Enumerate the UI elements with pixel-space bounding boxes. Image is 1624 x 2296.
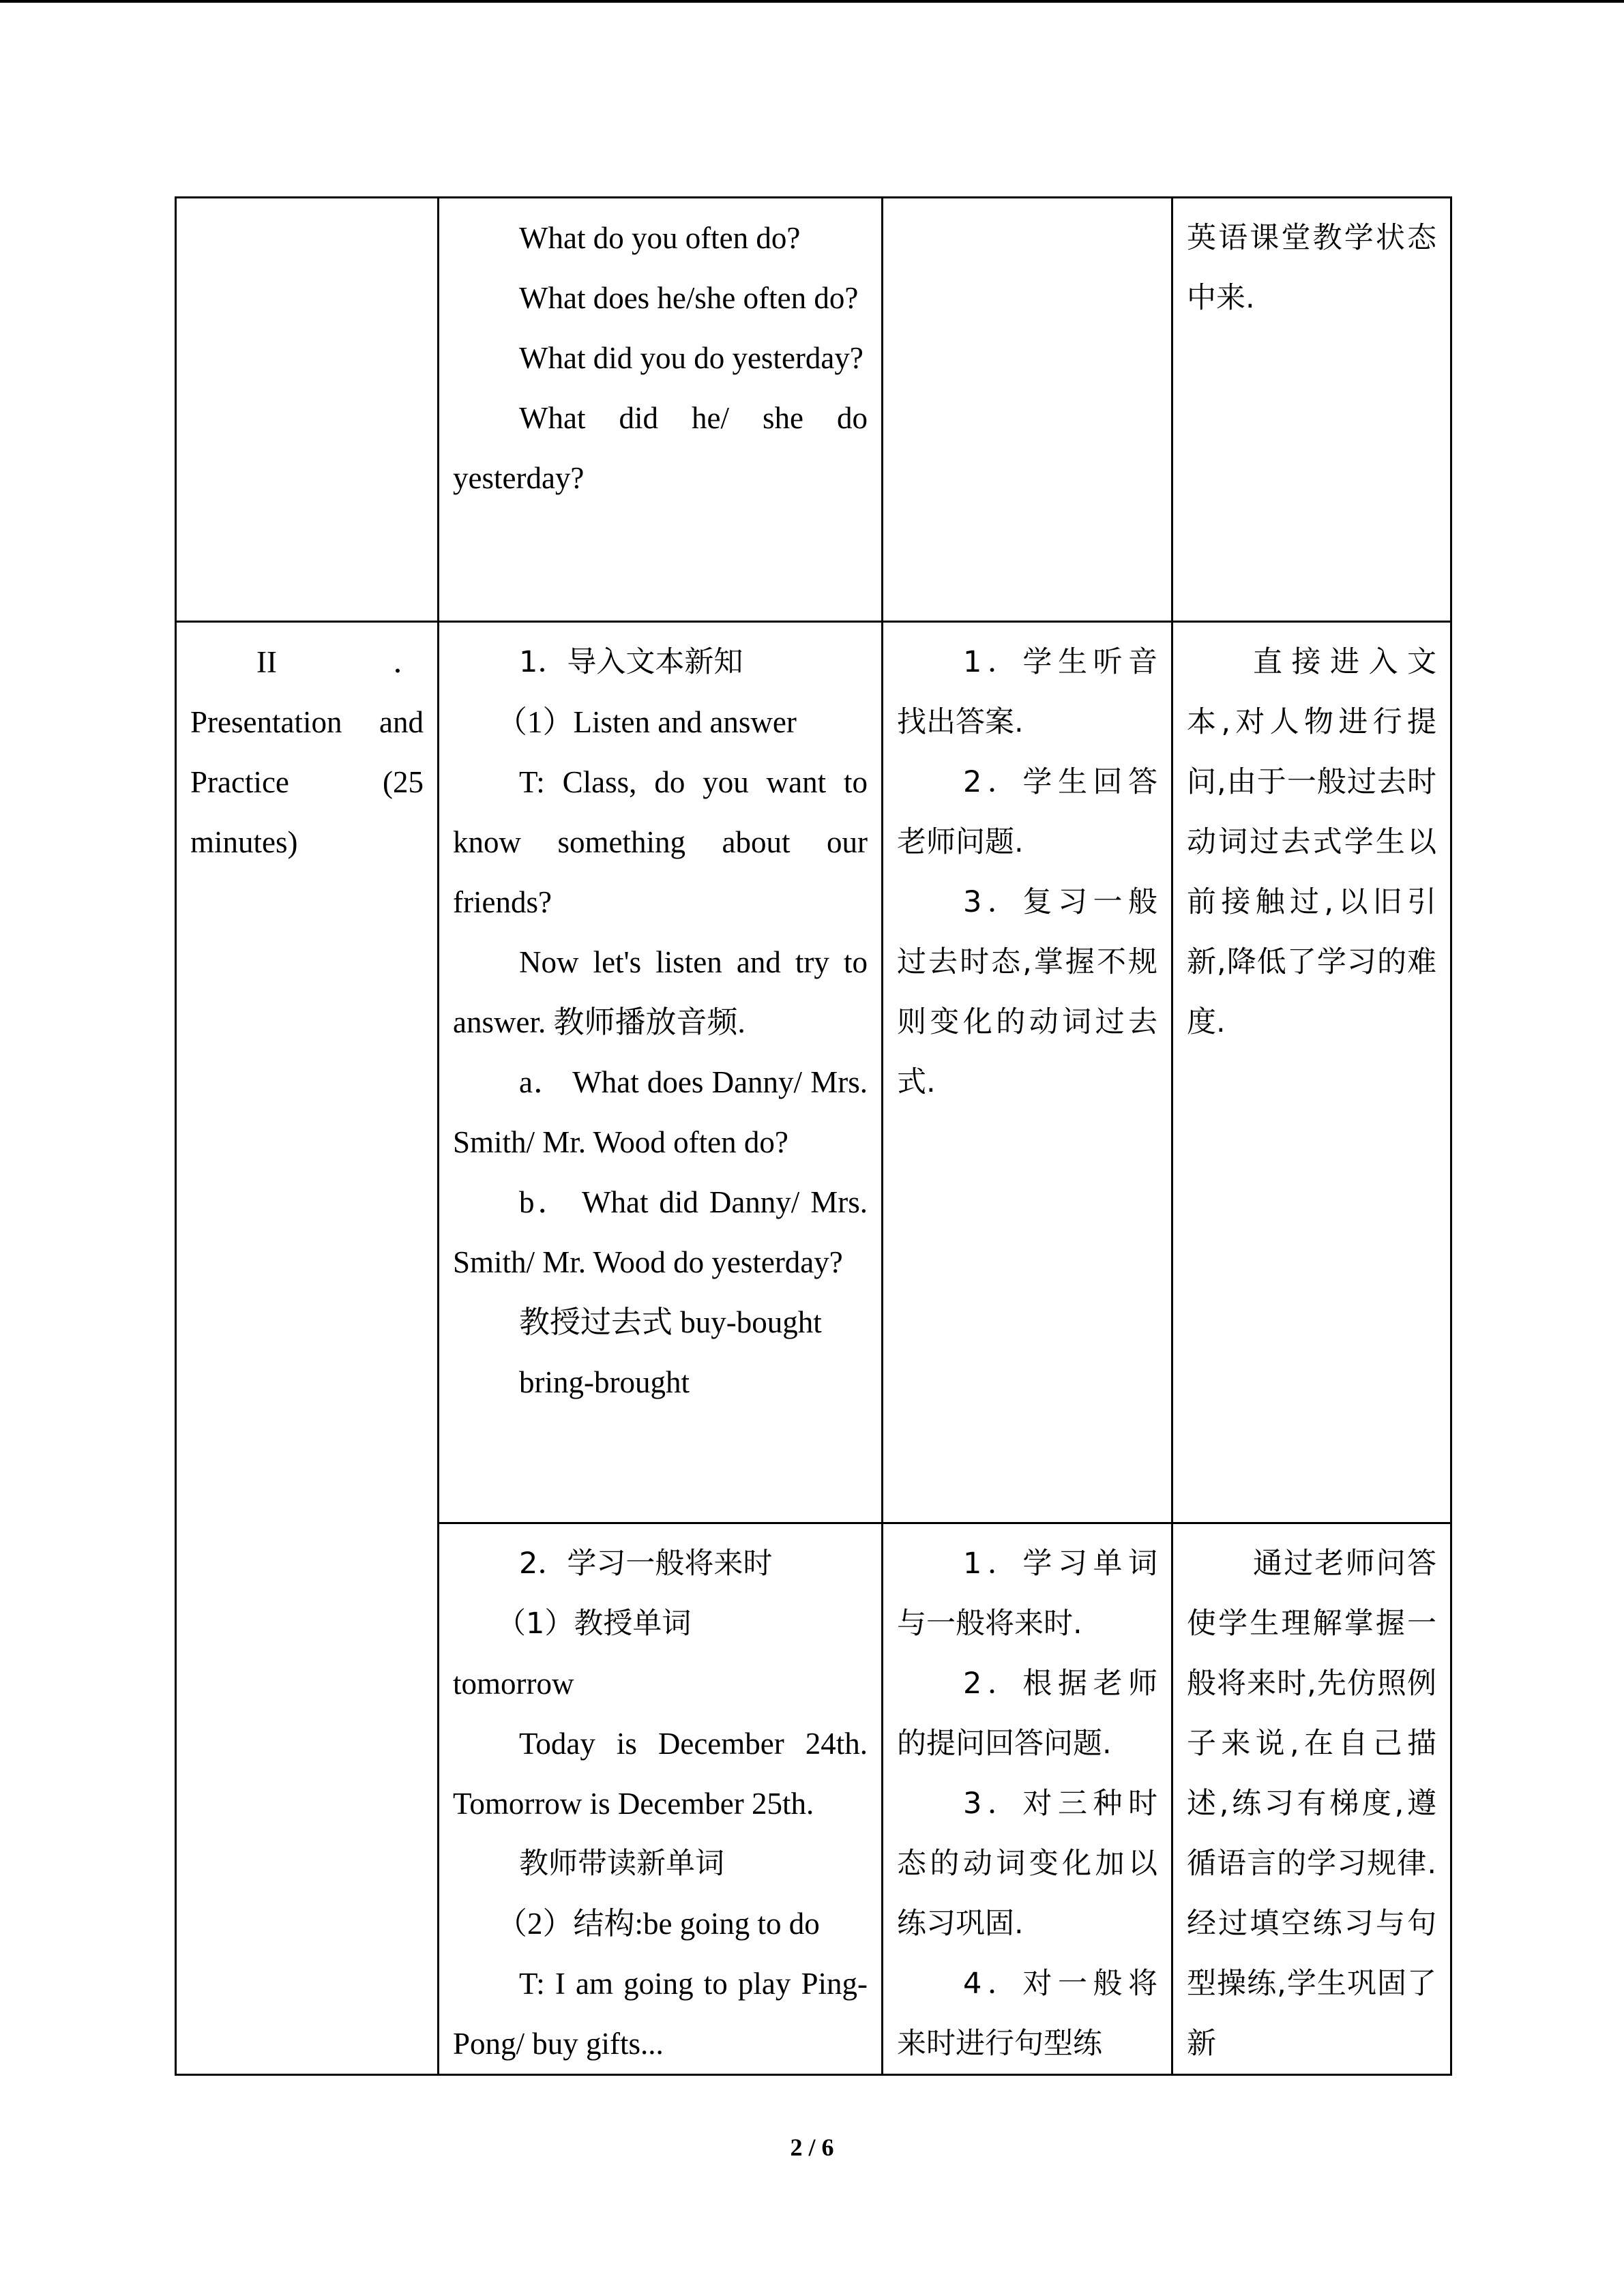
activity-line: 2．学习一般将来时	[519, 1547, 773, 1581]
table-row	[176, 198, 1451, 622]
teacher-activity-cell	[439, 1523, 883, 2075]
activity-line: 1．导入文本新知	[519, 645, 743, 679]
purpose-cell	[1172, 622, 1451, 1523]
activity-line: tomorrow	[453, 1667, 574, 1701]
activity-line: What did you do yesterday?	[519, 341, 863, 375]
teacher-activity-cell	[439, 198, 883, 622]
purpose-text: 英语课堂教学状态中来.	[1187, 221, 1436, 315]
student-line: 4．对一般将来时进行句型练	[897, 1967, 1157, 2061]
activity-line: 教师带读新单词	[519, 1847, 724, 1881]
activity-line: （1）Listen and answer	[497, 705, 797, 739]
stage-label: II．Presentation and Practice (25 minutes)	[190, 645, 424, 859]
student-line: 1．学生听音找出答案.	[897, 645, 1157, 739]
lesson-plan-table	[175, 196, 1452, 2076]
table-row	[176, 622, 1451, 1523]
page-number: 2 / 6	[790, 2134, 834, 2161]
student-activity-cell	[883, 622, 1172, 1523]
activity-line: What did he/ she do yesterday?	[453, 401, 868, 495]
student-activity-cell	[883, 198, 1172, 622]
activity-line: （1）教授单词	[497, 1607, 692, 1641]
purpose-cell	[1172, 198, 1451, 622]
student-line: 3．复习一般过去时态,掌握不规则变化的动词过去式.	[897, 885, 1157, 1099]
student-activity-cell	[883, 1523, 1172, 2075]
activity-line: Today is December 24th. Tomorrow is December 25th.	[453, 1727, 868, 1821]
activity-line: What do you often do?	[519, 221, 801, 255]
activity-line: 教授过去式 buy-bought	[519, 1305, 822, 1339]
activity-line: T: Class, do you want to know something about our friends?	[453, 765, 868, 919]
activity-line: Now let's listen and try to answer. 教师播放音频.	[453, 945, 868, 1039]
activity-line: T: I am going to play Ping-Pong/ buy gifts...	[453, 1967, 868, 2061]
teacher-activity-cell	[439, 622, 883, 1523]
stage-cell	[176, 198, 439, 622]
purpose-text: 通过老师问答使学生理解掌握一般将来时,先仿照例子来说,在自己描述,练习有梯度,遵循语言的学习规律.经过填空练习与句型操练,学生巩固了新	[1187, 1547, 1436, 2061]
activity-line: b． What did Danny/ Mrs. Smith/ Mr. Wood do yesterday?	[453, 1185, 868, 1279]
student-line: 1．学习单词与一般将来时.	[897, 1547, 1157, 1641]
activity-line: bring-brought	[519, 1365, 690, 1399]
student-line: 2．学生回答老师问题.	[897, 765, 1157, 859]
activity-line: （2）结构:be going to do	[497, 1907, 820, 1941]
top-border-line	[0, 0, 1624, 3]
stage-cell	[176, 622, 439, 2075]
activity-line: What does he/she often do?	[519, 281, 859, 315]
activity-line: a． What does Danny/ Mrs. Smith/ Mr. Wood often do?	[453, 1065, 868, 1159]
student-line: 3．对三种时态的动词变化加以练习巩固.	[897, 1787, 1157, 1941]
purpose-cell	[1172, 1523, 1451, 2075]
student-line: 2．根据老师的提问回答问题.	[897, 1667, 1157, 1761]
purpose-text: 直接进入文本,对人物进行提问,由于一般过去时动词过去式学生以前接触过,以旧引新,降低了学习的难度.	[1187, 645, 1436, 1039]
